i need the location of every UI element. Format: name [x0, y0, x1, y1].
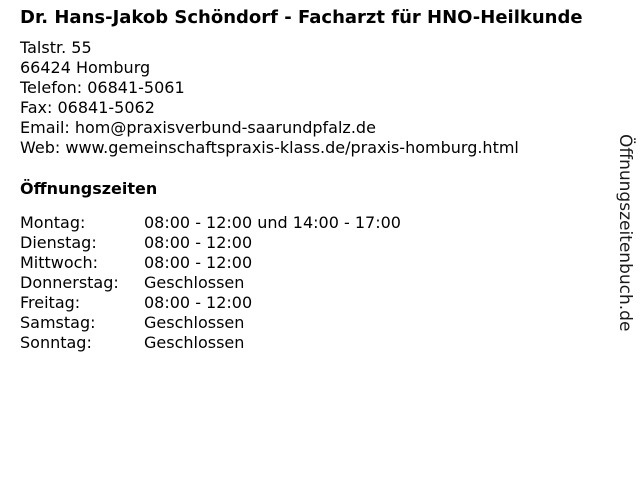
opening-hours-table	[20, 213, 612, 353]
hours-row	[20, 333, 612, 353]
hours-time: 08:00 - 12:00	[144, 293, 253, 312]
fax-number: Fax: 06841-5062	[20, 98, 155, 117]
site-brand-watermark: Öffnungszeitenbuch.de	[615, 134, 635, 332]
hours-day: Mittwoch:	[20, 253, 98, 272]
hours-time: 08:00 - 12:00 und 14:00 - 17:00	[144, 213, 401, 232]
email-address: Email: hom@praxisverbund-saarundpfalz.de	[20, 118, 376, 137]
website-url: Web: www.gemeinschaftspraxis-klass.de/praxis-homburg.html	[20, 138, 519, 157]
hours-day: Dienstag:	[20, 233, 97, 252]
hours-time: Geschlossen	[144, 313, 245, 332]
hours-day: Sonntag:	[20, 333, 92, 352]
street-address: Talstr. 55	[20, 38, 92, 57]
hours-day: Freitag:	[20, 293, 81, 312]
hours-time: Geschlossen	[144, 333, 245, 352]
hours-row	[20, 293, 612, 313]
phone-number: Telefon: 06841-5061	[20, 78, 185, 97]
hours-row	[20, 233, 612, 253]
hours-day: Montag:	[20, 213, 86, 232]
opening-hours-heading: Öffnungszeiten	[20, 179, 158, 198]
hours-row	[20, 213, 612, 233]
practice-title: Dr. Hans-Jakob Schöndorf - Facharzt für HNO-Heilkunde	[20, 7, 583, 28]
practice-card	[20, 8, 612, 353]
hours-time: 08:00 - 12:00	[144, 233, 253, 252]
hours-day: Samstag:	[20, 313, 96, 332]
hours-time: Geschlossen	[144, 273, 245, 292]
city-address: 66424 Homburg	[20, 58, 151, 77]
hours-row	[20, 313, 612, 333]
hours-row	[20, 273, 612, 293]
contact-block	[20, 38, 612, 158]
hours-row	[20, 253, 612, 273]
hours-day: Donnerstag:	[20, 273, 119, 292]
hours-time: 08:00 - 12:00	[144, 253, 253, 272]
